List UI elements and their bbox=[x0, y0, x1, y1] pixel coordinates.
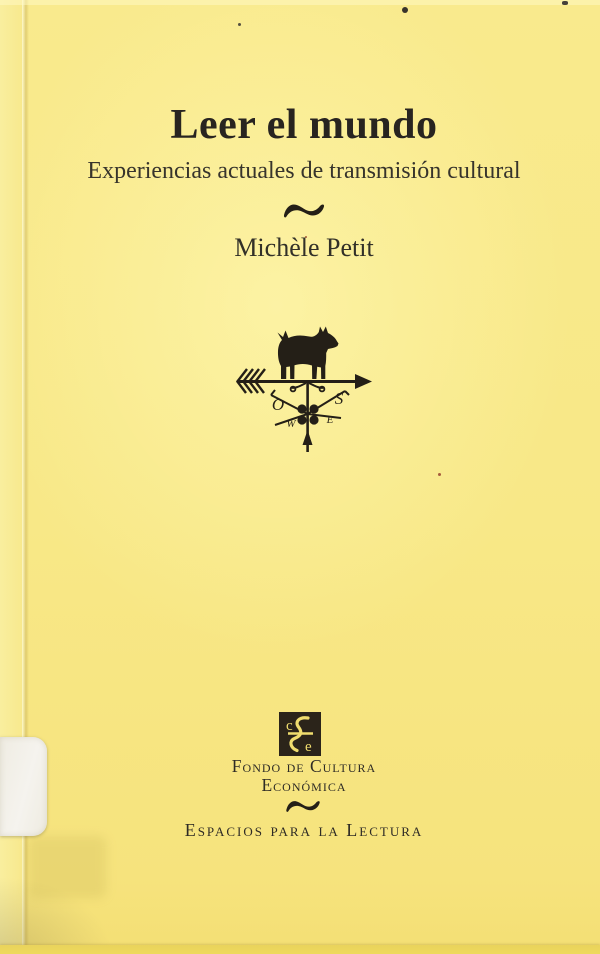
scan-speck bbox=[562, 1, 568, 5]
book-subtitle: Experiencias actuales de transmisión cultural bbox=[87, 158, 521, 184]
book-title: Leer el mundo bbox=[170, 102, 438, 148]
collection-name: Espacios para la Lectura bbox=[184, 820, 424, 840]
book-author: Michèle Petit bbox=[234, 233, 374, 262]
fce-logo-icon bbox=[279, 712, 321, 756]
scan-speck bbox=[402, 7, 408, 13]
scan-speck bbox=[238, 23, 241, 26]
bottom-edge bbox=[0, 945, 600, 954]
compass-w-label: W bbox=[286, 418, 296, 430]
scan-speck bbox=[438, 473, 441, 476]
logo-letter-e: e bbox=[305, 739, 312, 755]
compass-e-label: E bbox=[326, 414, 334, 426]
stain-patch bbox=[28, 836, 106, 898]
publisher-name-line2: Económica bbox=[261, 775, 347, 795]
terrier-dog-icon bbox=[278, 327, 339, 380]
compass-south-label: S bbox=[334, 389, 344, 408]
publisher-name-line1: Fondo de Cultura bbox=[231, 756, 377, 776]
top-edge-highlight bbox=[0, 0, 600, 5]
dog-weathervane-illustration bbox=[233, 324, 378, 456]
logo-letter-c: c bbox=[286, 718, 293, 734]
compass-west-label: O bbox=[271, 395, 285, 414]
swash-tilde-ornament bbox=[284, 799, 322, 814]
swash-tilde-ornament bbox=[282, 202, 326, 220]
